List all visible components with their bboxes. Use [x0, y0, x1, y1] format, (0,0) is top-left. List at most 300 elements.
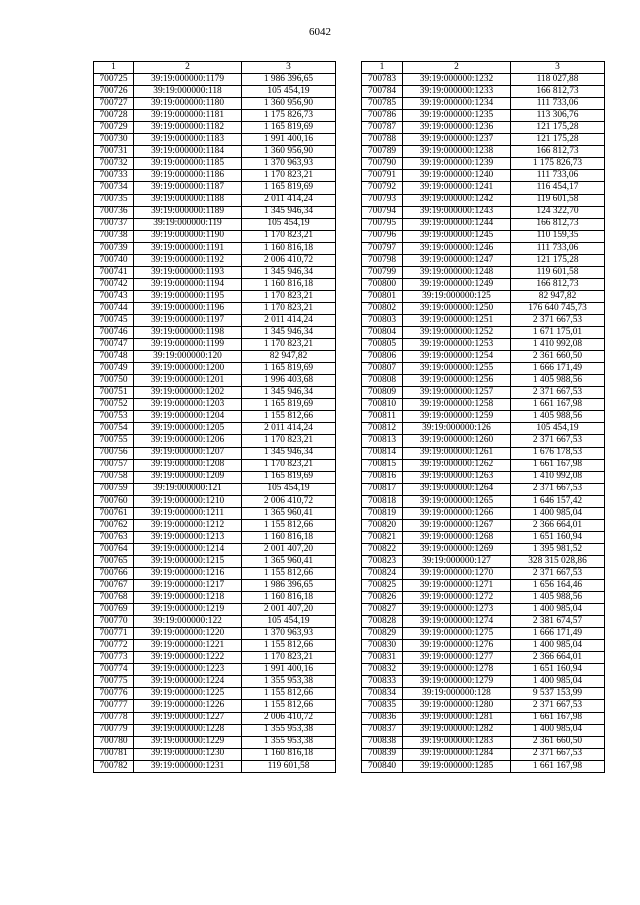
table-row: [362, 302, 605, 314]
row-number-cell: 700813: [362, 435, 403, 447]
value-cell: 2 011 414,24: [242, 423, 336, 435]
row-number-cell: 700777: [94, 700, 134, 712]
cadastral-number-cell: 39:19:000000:1266: [403, 507, 511, 519]
value-cell: 124 322,70: [511, 206, 605, 218]
cadastral-number-cell: 39:19:000000:1270: [403, 567, 511, 579]
table-row: [94, 194, 336, 206]
row-number-cell: 700730: [94, 134, 134, 146]
table-row: [362, 230, 605, 242]
row-number-cell: 700805: [362, 339, 403, 351]
value-cell: 1 400 985,04: [511, 724, 605, 736]
value-cell: 2 371 667,53: [511, 700, 605, 712]
row-number-cell: 700794: [362, 206, 403, 218]
table-row: [94, 724, 336, 736]
value-cell: 1 405 988,56: [511, 411, 605, 423]
left-table-body: [94, 74, 336, 773]
table-row: [362, 110, 605, 122]
cadastral-number-cell: 39:19:000000:1216: [134, 567, 242, 579]
cadastral-number-cell: 39:19:000000:1196: [134, 302, 242, 314]
table-row: [94, 664, 336, 676]
value-cell: 1 355 953,38: [242, 724, 336, 736]
table-row: [94, 459, 336, 471]
value-cell: 1 155 812,66: [242, 640, 336, 652]
row-number-cell: 700814: [362, 447, 403, 459]
row-number-cell: 700732: [94, 158, 134, 170]
cadastral-number-cell: 39:19:000000:1259: [403, 411, 511, 423]
cadastral-number-cell: 39:19:000000:1255: [403, 363, 511, 375]
row-number-cell: 700741: [94, 266, 134, 278]
row-number-cell: 700788: [362, 134, 403, 146]
table-row: [94, 230, 336, 242]
value-cell: 2 001 407,20: [242, 543, 336, 555]
value-cell: 1 405 988,56: [511, 592, 605, 604]
cadastral-number-cell: 39:19:000000:1262: [403, 459, 511, 471]
table-row: [362, 387, 605, 399]
row-number-cell: 700780: [94, 736, 134, 748]
cadastral-number-cell: 39:19:000000:127: [403, 555, 511, 567]
cadastral-number-cell: 39:19:000000:120: [134, 351, 242, 363]
value-cell: 2 006 410,72: [242, 495, 336, 507]
cadastral-number-cell: 39:19:000000:1242: [403, 194, 511, 206]
table-row: [94, 628, 336, 640]
row-number-cell: 700750: [94, 375, 134, 387]
cadastral-number-cell: 39:19:000000:1232: [403, 74, 511, 86]
value-cell: 166 812,73: [511, 86, 605, 98]
value-cell: 1 410 992,08: [511, 471, 605, 483]
table-row: [362, 290, 605, 302]
value-cell: 1 986 396,65: [242, 580, 336, 592]
row-number-cell: 700793: [362, 194, 403, 206]
value-cell: 116 454,17: [511, 182, 605, 194]
value-cell: 1 400 985,04: [511, 676, 605, 688]
value-cell: 1 400 985,04: [511, 507, 605, 519]
value-cell: 2 366 664,01: [511, 652, 605, 664]
cadastral-number-cell: 39:19:000000:1183: [134, 134, 242, 146]
table-row: [362, 531, 605, 543]
value-cell: 1 651 160,94: [511, 531, 605, 543]
table-row: [94, 278, 336, 290]
row-number-cell: 700734: [94, 182, 134, 194]
row-number-cell: 700821: [362, 531, 403, 543]
cadastral-number-cell: 39:19:000000:1284: [403, 748, 511, 760]
row-number-cell: 700779: [94, 724, 134, 736]
table-row: [362, 206, 605, 218]
table-row: [94, 471, 336, 483]
cadastral-number-cell: 39:19:000000:1217: [134, 580, 242, 592]
row-number-cell: 700729: [94, 122, 134, 134]
row-number-cell: 700767: [94, 580, 134, 592]
cadastral-number-cell: 39:19:000000:1214: [134, 543, 242, 555]
cadastral-number-cell: 39:19:000000:1182: [134, 122, 242, 134]
value-cell: 1 170 823,21: [242, 652, 336, 664]
cadastral-number-cell: 39:19:000000:1179: [134, 74, 242, 86]
value-cell: 1 991 400,16: [242, 664, 336, 676]
cadastral-number-cell: 39:19:000000:126: [403, 423, 511, 435]
row-number-cell: 700795: [362, 218, 403, 230]
table-row: [362, 700, 605, 712]
table-row: [362, 146, 605, 158]
row-number-cell: 700778: [94, 712, 134, 724]
table-header-row: [94, 62, 336, 74]
cadastral-number-cell: 39:19:000000:1279: [403, 676, 511, 688]
column-header-3: 3: [511, 62, 605, 74]
table-row: [362, 748, 605, 760]
row-number-cell: 700804: [362, 327, 403, 339]
table-row: [94, 327, 336, 339]
value-cell: 1 170 823,21: [242, 435, 336, 447]
row-number-cell: 700799: [362, 266, 403, 278]
cadastral-number-cell: 39:19:000000:1268: [403, 531, 511, 543]
row-number-cell: 700773: [94, 652, 134, 664]
cadastral-number-cell: 39:19:000000:1283: [403, 736, 511, 748]
value-cell: 1 405 988,56: [511, 375, 605, 387]
value-cell: 1 996 403,68: [242, 375, 336, 387]
value-cell: 2 361 660,50: [511, 351, 605, 363]
table-row: [362, 543, 605, 555]
value-cell: 1 165 819,69: [242, 399, 336, 411]
cadastral-number-cell: 39:19:000000:119: [134, 218, 242, 230]
table-row: [362, 652, 605, 664]
value-cell: 1 651 160,94: [511, 664, 605, 676]
table-row: [94, 158, 336, 170]
cadastral-number-cell: 39:19:000000:1251: [403, 314, 511, 326]
table-row: [94, 110, 336, 122]
cadastral-number-cell: 39:19:000000:1274: [403, 616, 511, 628]
value-cell: 1 991 400,16: [242, 134, 336, 146]
value-cell: 1 646 157,42: [511, 495, 605, 507]
page-number: 6042: [309, 26, 331, 38]
value-cell: 119 601,58: [242, 760, 336, 772]
cadastral-number-cell: 39:19:000000:121: [134, 483, 242, 495]
table-row: [94, 98, 336, 110]
table-row: [94, 339, 336, 351]
cadastral-number-cell: 39:19:000000:1241: [403, 182, 511, 194]
value-cell: 111 733,06: [511, 98, 605, 110]
row-number-cell: 700838: [362, 736, 403, 748]
value-cell: 1 155 812,66: [242, 567, 336, 579]
cadastral-number-cell: 39:19:000000:1248: [403, 266, 511, 278]
cadastral-number-cell: 39:19:000000:1218: [134, 592, 242, 604]
cadastral-number-cell: 39:19:000000:1215: [134, 555, 242, 567]
table-row: [94, 580, 336, 592]
value-cell: 2 006 410,72: [242, 712, 336, 724]
row-number-cell: 700827: [362, 604, 403, 616]
value-cell: 1 400 985,04: [511, 640, 605, 652]
value-cell: 1 160 816,18: [242, 531, 336, 543]
cadastral-number-cell: 39:19:000000:1219: [134, 604, 242, 616]
value-cell: 111 733,06: [511, 170, 605, 182]
table-row: [362, 495, 605, 507]
row-number-cell: 700802: [362, 302, 403, 314]
value-cell: 1 160 816,18: [242, 278, 336, 290]
row-number-cell: 700775: [94, 676, 134, 688]
row-number-cell: 700769: [94, 604, 134, 616]
cadastral-number-cell: 39:19:000000:1180: [134, 98, 242, 110]
table-row: [94, 447, 336, 459]
value-cell: 1 370 963,93: [242, 628, 336, 640]
value-cell: 1 360 956,90: [242, 146, 336, 158]
row-number-cell: 700817: [362, 483, 403, 495]
value-cell: 1 170 823,21: [242, 230, 336, 242]
cadastral-number-cell: 39:19:000000:1229: [134, 736, 242, 748]
cadastral-number-cell: 39:19:000000:1250: [403, 302, 511, 314]
value-cell: 1 656 164,46: [511, 580, 605, 592]
cadastral-number-cell: 39:19:000000:1239: [403, 158, 511, 170]
value-cell: 1 410 992,08: [511, 339, 605, 351]
value-cell: 2 371 667,53: [511, 483, 605, 495]
cadastral-number-cell: 39:19:000000:1207: [134, 447, 242, 459]
row-number-cell: 700806: [362, 351, 403, 363]
value-cell: 1 155 812,66: [242, 688, 336, 700]
row-number-cell: 700840: [362, 760, 403, 772]
cadastral-number-cell: 39:19:000000:1186: [134, 170, 242, 182]
row-number-cell: 700825: [362, 580, 403, 592]
table-row: [94, 748, 336, 760]
value-cell: 9 537 153,99: [511, 688, 605, 700]
table-row: [362, 122, 605, 134]
cadastral-number-cell: 39:19:000000:1221: [134, 640, 242, 652]
table-row: [94, 242, 336, 254]
row-number-cell: 700787: [362, 122, 403, 134]
cadastral-number-cell: 39:19:000000:1234: [403, 98, 511, 110]
value-cell: 1 160 816,18: [242, 748, 336, 760]
cadastral-number-cell: 39:19:000000:1205: [134, 423, 242, 435]
table-row: [362, 339, 605, 351]
right-table-body: [362, 74, 605, 773]
value-cell: 1 661 167,98: [511, 712, 605, 724]
table-row: [94, 531, 336, 543]
row-number-cell: 700746: [94, 327, 134, 339]
cadastral-number-cell: 39:19:000000:1252: [403, 327, 511, 339]
value-cell: 1 661 167,98: [511, 760, 605, 772]
table-header-row: [362, 62, 605, 74]
row-number-cell: 700725: [94, 74, 134, 86]
value-cell: 121 175,28: [511, 254, 605, 266]
column-header-1: 1: [94, 62, 134, 74]
row-number-cell: 700782: [94, 760, 134, 772]
table-row: [362, 218, 605, 230]
row-number-cell: 700829: [362, 628, 403, 640]
table-row: [362, 507, 605, 519]
table-row: [94, 423, 336, 435]
table-row: [94, 736, 336, 748]
table-row: [94, 122, 336, 134]
table-row: [94, 676, 336, 688]
cadastral-number-cell: 39:19:000000:1200: [134, 363, 242, 375]
row-number-cell: 700752: [94, 399, 134, 411]
cadastral-number-cell: 39:19:000000:1184: [134, 146, 242, 158]
table-row: [94, 387, 336, 399]
table-row: [94, 351, 336, 363]
table-row: [94, 483, 336, 495]
value-cell: 111 733,06: [511, 242, 605, 254]
value-cell: 1 345 946,34: [242, 206, 336, 218]
cadastral-number-cell: 39:19:000000:1240: [403, 170, 511, 182]
cadastral-number-cell: 39:19:000000:1222: [134, 652, 242, 664]
row-number-cell: 700742: [94, 278, 134, 290]
cadastral-number-cell: 39:19:000000:1235: [403, 110, 511, 122]
value-cell: 105 454,19: [242, 616, 336, 628]
table-row: [94, 567, 336, 579]
value-cell: 105 454,19: [242, 218, 336, 230]
row-number-cell: 700736: [94, 206, 134, 218]
table-row: [94, 616, 336, 628]
table-row: [362, 98, 605, 110]
cadastral-number-cell: 39:19:000000:122: [134, 616, 242, 628]
column-header-3: 3: [242, 62, 336, 74]
table-row: [362, 86, 605, 98]
table-row: [94, 712, 336, 724]
row-number-cell: 700815: [362, 459, 403, 471]
cadastral-number-cell: 39:19:000000:1191: [134, 242, 242, 254]
value-cell: 1 370 963,93: [242, 158, 336, 170]
cadastral-number-cell: 39:19:000000:1265: [403, 495, 511, 507]
cadastral-number-cell: 39:19:000000:1206: [134, 435, 242, 447]
value-cell: 1 986 396,65: [242, 74, 336, 86]
cadastral-number-cell: 39:19:000000:1220: [134, 628, 242, 640]
value-cell: 176 640 745,73: [511, 302, 605, 314]
table-row: [362, 242, 605, 254]
value-cell: 121 175,28: [511, 134, 605, 146]
cadastral-number-cell: 39:19:000000:1243: [403, 206, 511, 218]
table-row: [362, 483, 605, 495]
cadastral-number-cell: 39:19:000000:1247: [403, 254, 511, 266]
table-row: [362, 555, 605, 567]
value-cell: 1 160 816,18: [242, 592, 336, 604]
cadastral-number-cell: 39:19:000000:1273: [403, 604, 511, 616]
cadastral-number-cell: 39:19:000000:1257: [403, 387, 511, 399]
column-header-2: 2: [403, 62, 511, 74]
cadastral-number-cell: 39:19:000000:1231: [134, 760, 242, 772]
value-cell: 1 155 812,66: [242, 519, 336, 531]
value-cell: 2 371 667,53: [511, 314, 605, 326]
table-row: [362, 194, 605, 206]
row-number-cell: 700790: [362, 158, 403, 170]
table-row: [94, 688, 336, 700]
value-cell: 1 170 823,21: [242, 170, 336, 182]
row-number-cell: 700737: [94, 218, 134, 230]
cadastral-number-cell: 39:19:000000:1261: [403, 447, 511, 459]
row-number-cell: 700743: [94, 290, 134, 302]
table-row: [362, 74, 605, 86]
row-number-cell: 700803: [362, 314, 403, 326]
value-cell: 1 170 823,21: [242, 302, 336, 314]
value-cell: 110 159,35: [511, 230, 605, 242]
row-number-cell: 700816: [362, 471, 403, 483]
cadastral-number-cell: 39:19:000000:1204: [134, 411, 242, 423]
value-cell: 1 345 946,34: [242, 387, 336, 399]
cadastral-number-cell: 39:19:000000:1276: [403, 640, 511, 652]
table-row: [362, 712, 605, 724]
row-number-cell: 700738: [94, 230, 134, 242]
value-cell: 1 170 823,21: [242, 290, 336, 302]
value-cell: 1 345 946,34: [242, 327, 336, 339]
cadastral-number-cell: 39:19:000000:118: [134, 86, 242, 98]
table-row: [94, 206, 336, 218]
row-number-cell: 700765: [94, 555, 134, 567]
row-number-cell: 700726: [94, 86, 134, 98]
left-table: [93, 61, 336, 773]
value-cell: 2 366 664,01: [511, 519, 605, 531]
table-row: [362, 580, 605, 592]
table-row: [362, 134, 605, 146]
row-number-cell: 700834: [362, 688, 403, 700]
row-number-cell: 700835: [362, 700, 403, 712]
table-row: [362, 628, 605, 640]
value-cell: 1 661 167,98: [511, 459, 605, 471]
cadastral-number-cell: 39:19:000000:1249: [403, 278, 511, 290]
table-row: [362, 736, 605, 748]
value-cell: 113 306,76: [511, 110, 605, 122]
row-number-cell: 700823: [362, 555, 403, 567]
value-cell: 166 812,73: [511, 146, 605, 158]
row-number-cell: 700761: [94, 507, 134, 519]
cadastral-number-cell: 39:19:000000:1213: [134, 531, 242, 543]
value-cell: 1 355 953,38: [242, 736, 336, 748]
value-cell: 119 601,58: [511, 194, 605, 206]
cadastral-number-cell: 39:19:000000:1185: [134, 158, 242, 170]
value-cell: 1 345 946,34: [242, 447, 336, 459]
row-number-cell: 700808: [362, 375, 403, 387]
table-row: [362, 724, 605, 736]
cadastral-number-cell: 39:19:000000:1267: [403, 519, 511, 531]
value-cell: 1 395 981,52: [511, 543, 605, 555]
table-row: [362, 676, 605, 688]
row-number-cell: 700774: [94, 664, 134, 676]
cadastral-number-cell: 39:19:000000:1201: [134, 375, 242, 387]
cadastral-number-cell: 39:19:000000:1256: [403, 375, 511, 387]
value-cell: 105 454,19: [511, 423, 605, 435]
table-row: [362, 399, 605, 411]
row-number-cell: 700800: [362, 278, 403, 290]
cadastral-number-cell: 39:19:000000:1233: [403, 86, 511, 98]
table-row: [94, 290, 336, 302]
table-row: [94, 592, 336, 604]
row-number-cell: 700739: [94, 242, 134, 254]
row-number-cell: 700740: [94, 254, 134, 266]
row-number-cell: 700809: [362, 387, 403, 399]
table-row: [362, 158, 605, 170]
table-row: [362, 688, 605, 700]
cadastral-number-cell: 39:19:000000:1203: [134, 399, 242, 411]
table-row: [94, 700, 336, 712]
value-cell: 2 011 414,24: [242, 194, 336, 206]
row-number-cell: 700810: [362, 399, 403, 411]
cadastral-number-cell: 39:19:000000:1192: [134, 254, 242, 266]
value-cell: 166 812,73: [511, 218, 605, 230]
table-row: [362, 471, 605, 483]
cadastral-number-cell: 39:19:000000:1195: [134, 290, 242, 302]
table-row: [94, 399, 336, 411]
cadastral-number-cell: 39:19:000000:1209: [134, 471, 242, 483]
row-number-cell: 700770: [94, 616, 134, 628]
table-row: [362, 375, 605, 387]
value-cell: 119 601,58: [511, 266, 605, 278]
table-row: [94, 134, 336, 146]
cadastral-number-cell: 39:19:000000:1245: [403, 230, 511, 242]
value-cell: 82 947,82: [511, 290, 605, 302]
table-row: [362, 182, 605, 194]
value-cell: 1 666 171,49: [511, 628, 605, 640]
value-cell: 2 006 410,72: [242, 254, 336, 266]
value-cell: 2 371 667,53: [511, 567, 605, 579]
table-row: [362, 567, 605, 579]
cadastral-number-cell: 39:19:000000:1236: [403, 122, 511, 134]
row-number-cell: 700753: [94, 411, 134, 423]
row-number-cell: 700819: [362, 507, 403, 519]
table-row: [362, 519, 605, 531]
cadastral-number-cell: 39:19:000000:1208: [134, 459, 242, 471]
